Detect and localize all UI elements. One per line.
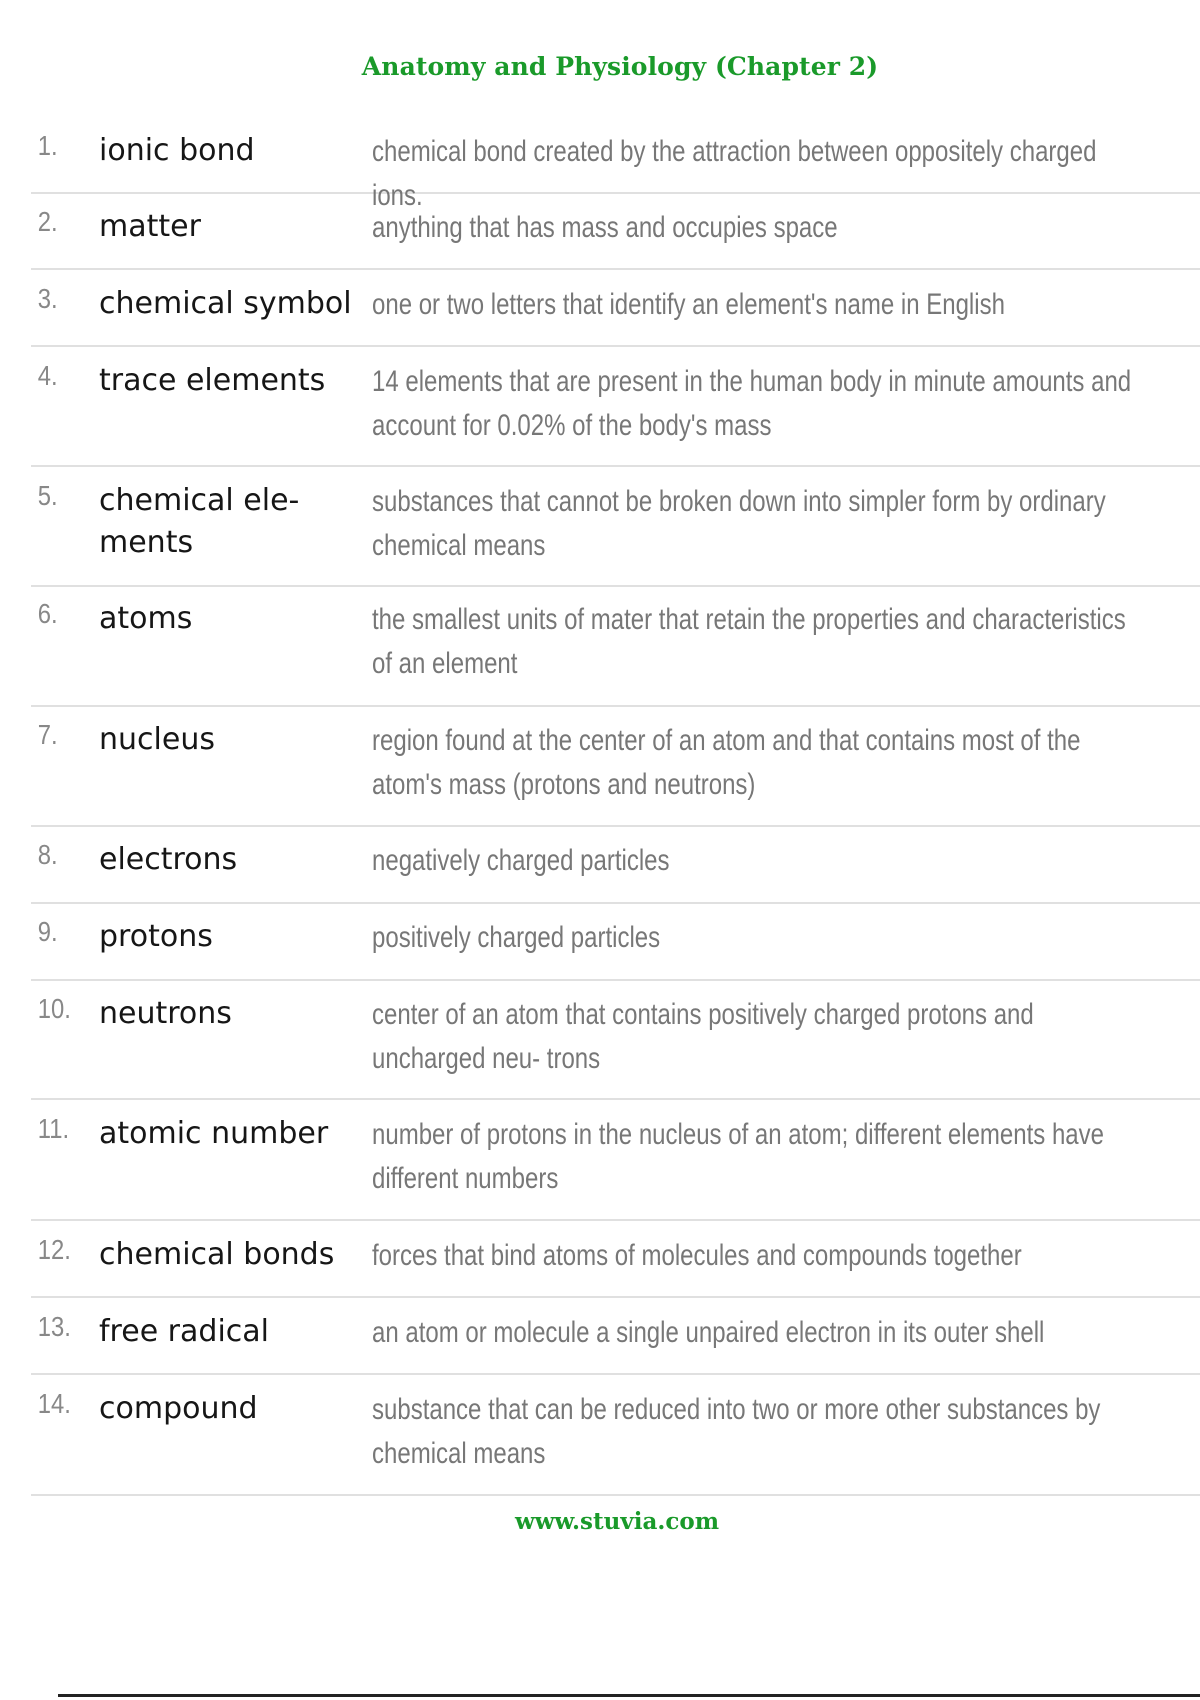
term-row xyxy=(31,587,1200,707)
definition-text: region found at the center of an atom and that contains most of the atom's mass (protons and neutrons) xyxy=(372,724,1081,801)
term-number: 9. xyxy=(37,916,58,947)
term-definition xyxy=(372,839,1200,883)
term-number: 8. xyxy=(37,839,58,870)
term-definition xyxy=(372,993,1200,1081)
term-row xyxy=(31,467,1200,587)
term-name: chemical ele- ments xyxy=(99,483,300,560)
definition-text: the smallest units of mater that retain the properties and characteristics of an element xyxy=(372,603,1126,680)
term-definition xyxy=(372,206,1200,250)
term-name: atomic number xyxy=(99,1116,329,1151)
term-name: chemical bonds xyxy=(99,1237,335,1272)
definition-text: 14 elements that are present in the human body in minute amounts and account for 0.02% of the body's mass xyxy=(372,365,1132,442)
definition-text: substances that cannot be broken down into simpler form by ordinary chemical means xyxy=(372,485,1106,562)
definition-text: chemical bond created by the attraction between oppositely charged ions. xyxy=(372,135,1097,212)
term-number: 12. xyxy=(37,1234,71,1265)
term-row xyxy=(31,827,1200,904)
term-number: 10. xyxy=(37,993,71,1024)
definition-text: one or two letters that identify an element's name in English xyxy=(372,288,1005,321)
term-row xyxy=(31,1100,1200,1221)
term-definition xyxy=(372,1113,1200,1201)
term-number: 4. xyxy=(37,360,58,391)
definition-text: forces that bind atoms of molecules and compounds together xyxy=(372,1239,1022,1272)
term-row xyxy=(31,1221,1200,1298)
term-name: protons xyxy=(99,919,213,954)
term-number: 5. xyxy=(37,480,58,511)
term-name: nucleus xyxy=(99,722,215,757)
term-name: ionic bond xyxy=(99,133,255,168)
definition-text: positively charged particles xyxy=(372,921,661,954)
term-definition xyxy=(372,1234,1200,1278)
page-title: Anatomy and Physiology (Chapter 2) xyxy=(361,52,879,81)
definition-text: number of protons in the nucleus of an atom; different elements have different numbers xyxy=(372,1118,1104,1195)
term-row xyxy=(31,1375,1200,1496)
term-definition xyxy=(372,360,1200,448)
term-definition xyxy=(372,1388,1200,1476)
footer-link[interactable]: www.stuvia.com xyxy=(514,1508,720,1535)
term-number: 11. xyxy=(37,1113,70,1144)
term-row xyxy=(31,1298,1200,1375)
term-number: 3. xyxy=(37,283,58,314)
term-definition xyxy=(372,130,1200,218)
term-number: 7. xyxy=(37,719,58,750)
term-row xyxy=(31,194,1200,270)
term-row xyxy=(31,981,1200,1100)
term-name: electrons xyxy=(99,842,238,877)
term-name: free radical xyxy=(99,1314,269,1349)
term-definition xyxy=(372,916,1200,960)
definition-text: an atom or molecule a single unpaired electron in its outer shell xyxy=(372,1316,1045,1349)
term-definition xyxy=(372,480,1200,568)
term-row xyxy=(31,114,1200,212)
definition-text: substance that can be reduced into two or more other substances by chemical means xyxy=(372,1393,1101,1470)
term-name: trace elements xyxy=(99,363,326,398)
term-list xyxy=(31,114,1200,1496)
term-definition xyxy=(372,598,1200,686)
term-row xyxy=(31,904,1200,981)
bottom-rule xyxy=(58,1694,1200,1697)
term-number: 2. xyxy=(37,206,58,237)
term-row xyxy=(31,707,1200,827)
term-number: 13. xyxy=(37,1311,71,1342)
definition-text: anything that has mass and occupies space xyxy=(372,211,838,244)
term-number: 1. xyxy=(37,130,58,161)
term-number: 14. xyxy=(37,1388,71,1419)
term-name: neutrons xyxy=(99,996,232,1031)
definition-text: center of an atom that contains positively charged protons and uncharged neu- trons xyxy=(372,998,1034,1075)
term-definition xyxy=(372,719,1200,807)
term-name: compound xyxy=(99,1391,258,1426)
term-name: atoms xyxy=(99,601,193,636)
term-definition xyxy=(372,283,1200,327)
term-row xyxy=(31,347,1200,467)
term-name: matter xyxy=(99,209,201,244)
term-definition xyxy=(372,1311,1200,1355)
term-name: chemical symbol xyxy=(99,286,352,321)
term-row xyxy=(31,270,1200,347)
term-number: 6. xyxy=(37,598,58,629)
definition-text: negatively charged particles xyxy=(372,844,670,877)
